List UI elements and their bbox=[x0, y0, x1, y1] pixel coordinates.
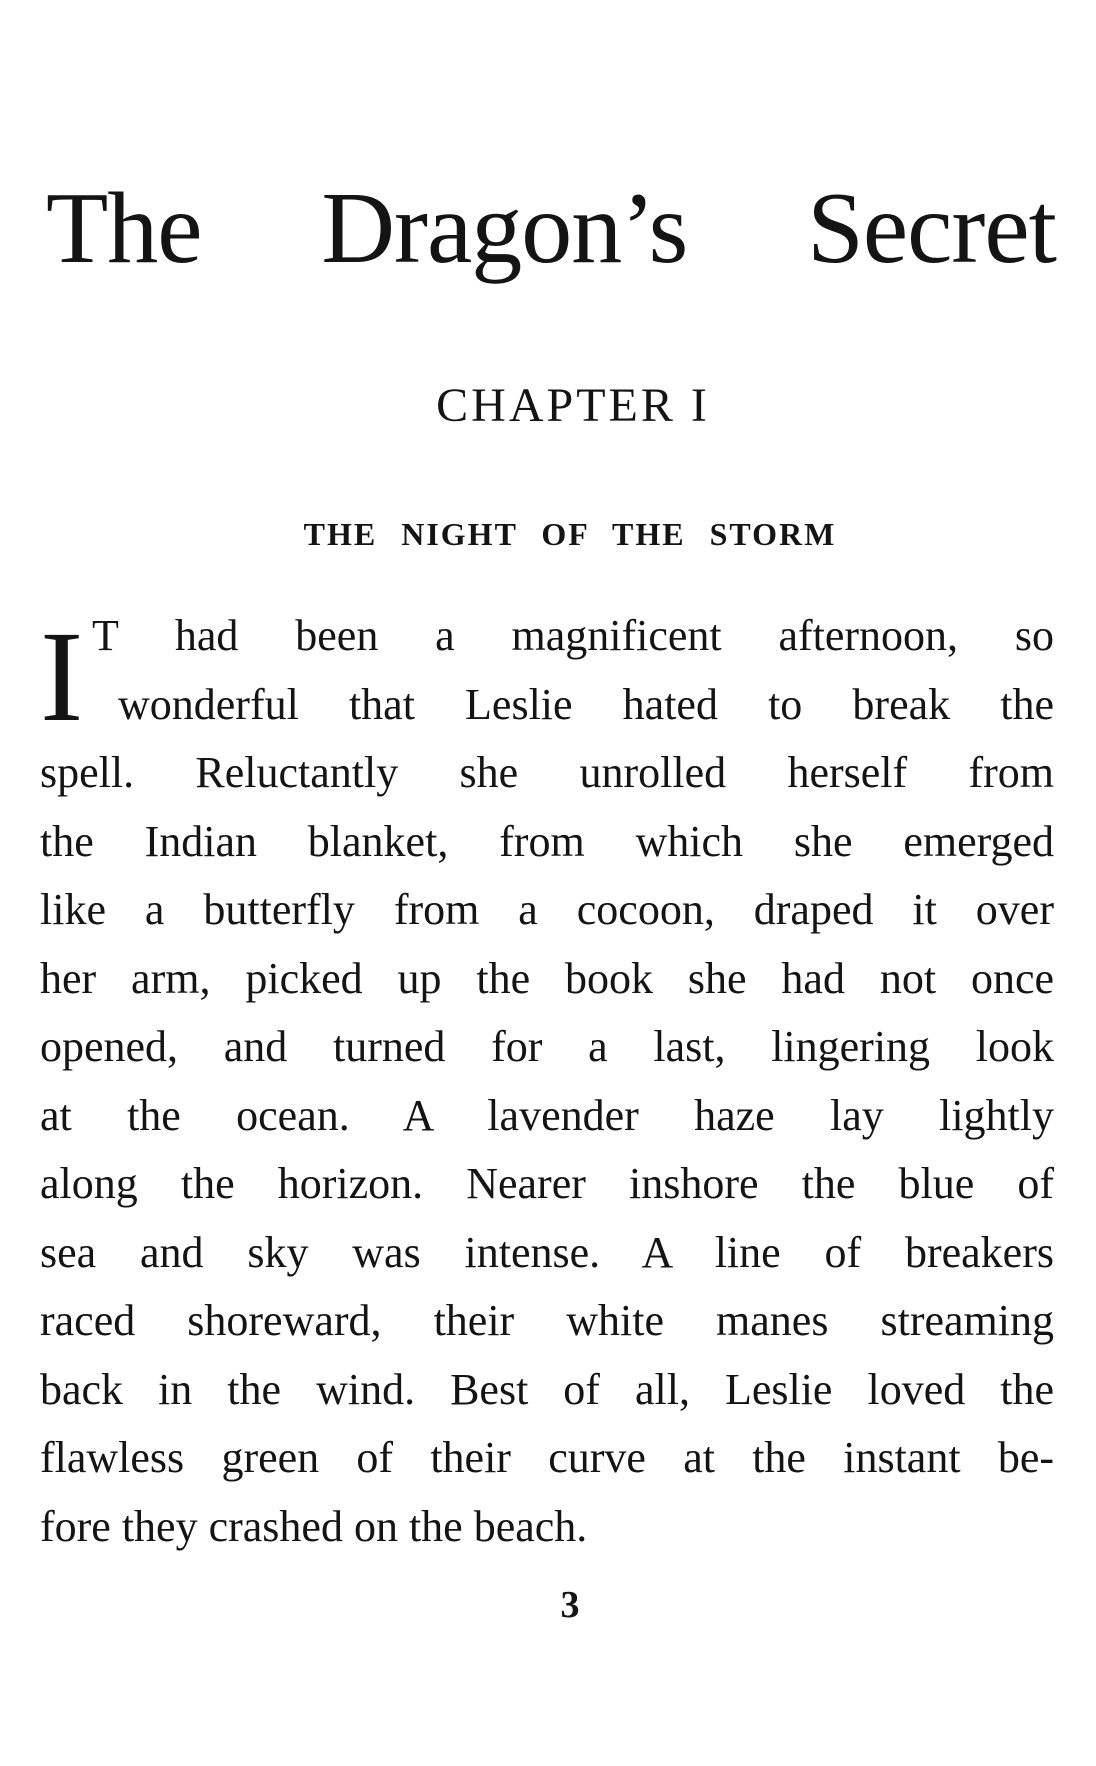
chapter-subtitle: THE NIGHT OF THE STORM bbox=[303, 516, 837, 552]
page-number: 3 bbox=[560, 1584, 580, 1626]
text-line-10: sea and sky was intense. A line of breakers bbox=[40, 1227, 1054, 1277]
body-paragraph bbox=[40, 602, 1054, 1561]
chapter-heading: CHAPTER I bbox=[436, 379, 710, 432]
book-title bbox=[46, 172, 1056, 285]
text-line-13: flawless green of their curve at the instant be- bbox=[40, 1433, 1054, 1482]
text-line-14: fore they crashed on the beach. bbox=[40, 1501, 588, 1551]
text-line-6: her arm, picked up the book she had not once bbox=[40, 953, 1054, 1003]
book-title-word-2: Dragon’s bbox=[321, 172, 688, 285]
text-line-8: at the ocean. A lavender haze lay lightly bbox=[40, 1090, 1054, 1140]
text-line-11: raced shoreward, their white manes streaming bbox=[40, 1296, 1054, 1345]
text-line-1: T had been a magnificent afternoon, so bbox=[92, 611, 1054, 660]
text-line-5: like a butterfly from a cocoon, draped it over bbox=[40, 885, 1054, 934]
text-line-2: wonderful that Leslie hated to break the bbox=[118, 679, 1054, 729]
text-line-3: spell. Reluctantly she unrolled herself from bbox=[40, 748, 1054, 797]
book-title-word-1: The bbox=[46, 172, 202, 285]
book-title-word-3: Secret bbox=[807, 172, 1056, 285]
drop-cap: I bbox=[40, 605, 84, 749]
text-line-4: the Indian blanket, from which she emerged bbox=[40, 816, 1054, 866]
text-line-12: back in the wind. Best of all, Leslie loved the bbox=[40, 1364, 1054, 1414]
text-line-7: opened, and turned for a last, lingering look bbox=[40, 1022, 1054, 1071]
text-line-9: along the horizon. Nearer inshore the blue of bbox=[40, 1159, 1054, 1208]
